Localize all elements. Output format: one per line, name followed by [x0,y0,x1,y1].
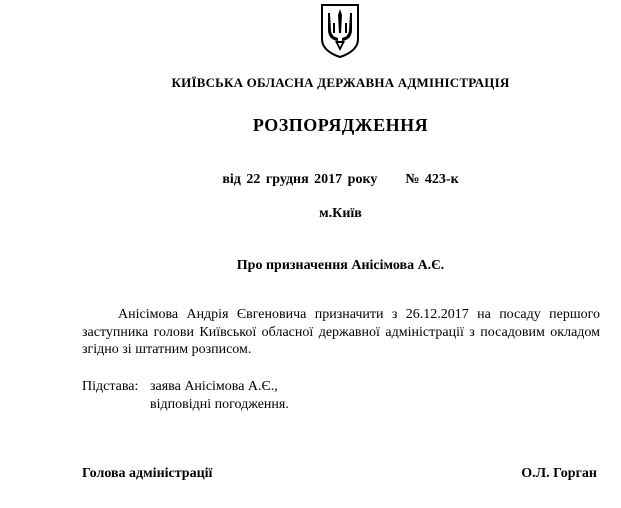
document-body: Анісімова Андрія Євгеновича призначити з 26.12.2017 на посаду першого заступника голови Київської обласної державної адміністрації з посадовим окладом згідно зі штатним розписом. [82,307,600,357]
basis-label: Підстава: [82,379,139,394]
document-date: від 22 грудня 2017 року [222,172,378,187]
trident-emblem-icon [319,3,361,59]
document-city: м.Київ [319,206,362,221]
document-title: РОЗПОРЯДЖЕННЯ [252,115,429,135]
organization-name: КИЇВСЬКА ОБЛАСНА ДЕРЖАВНА АДМІНІСТРАЦІЯ [171,75,510,90]
signatory-name: О.Л. Горган [521,466,597,481]
signatory-position: Голова адміністрації [82,466,213,481]
document-number: № 423-к [405,172,459,187]
date-number-line [0,172,621,188]
basis-item: заява Анісімова А.Є., [150,379,278,394]
document-subject: Про призначення Анісімова А.Є. [236,258,445,273]
basis-item: відповідні погодження. [150,397,289,412]
